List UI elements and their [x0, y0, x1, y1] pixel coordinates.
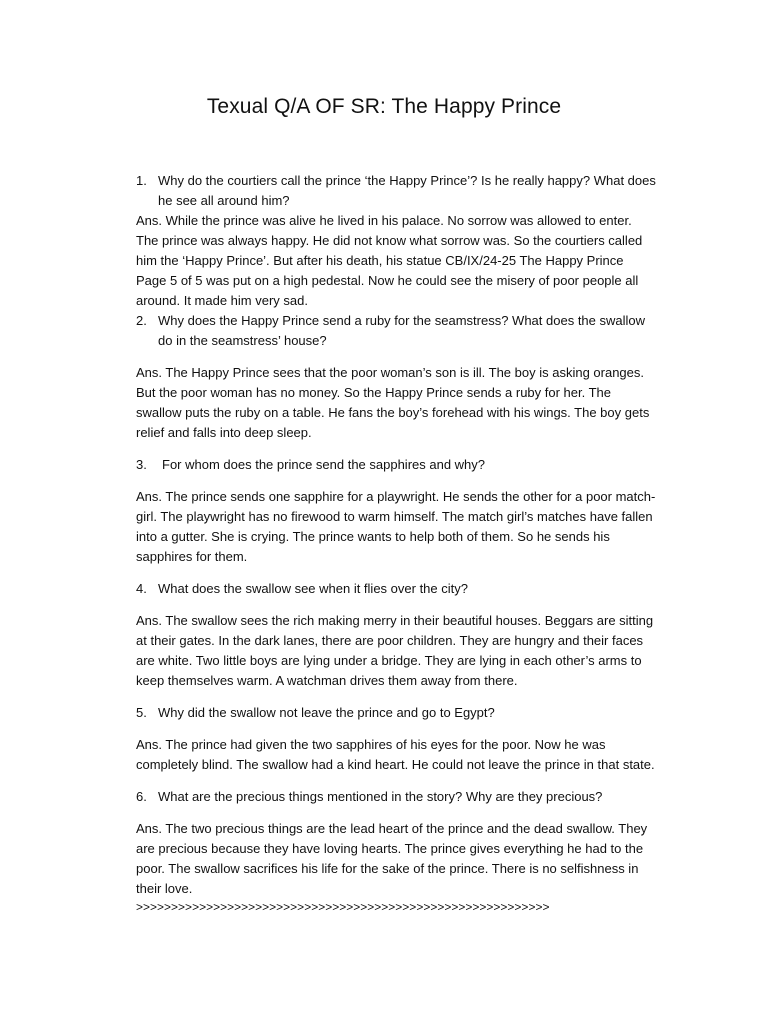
page-title: Texual Q/A OF SR: The Happy Prince: [206, 95, 562, 118]
question-text: Why does the Happy Prince send a ruby for the seamstress? What does the swallow do in the seamstress’ house?: [158, 313, 646, 348]
question-3: [136, 455, 656, 475]
answer-6: Ans. The two precious things are the lead heart of the prince and the dead swallow. They are precious because they have loving hearts. The prince gives everything he had to the poor. The swallow sacrifices his life for the sake of the prince. There is no selfishness in their love.: [136, 821, 648, 896]
qa-content: [136, 171, 656, 915]
question-number: 1.: [136, 173, 147, 188]
question-text: Why did the swallow not leave the prince and go to Egypt?: [158, 705, 495, 720]
question-text: What does the swallow see when it flies over the city?: [158, 581, 468, 596]
question-number: 6.: [136, 789, 147, 804]
question-text: For whom does the prince send the sapphires and why?: [162, 457, 486, 472]
question-number: 5.: [136, 705, 147, 720]
answer-3: Ans. The prince sends one sapphire for a playwright. He sends the other for a poor match-girl. The playwright has no firewood to warm himself. The match girl’s matches have fallen into a gutter. She is crying. The prince wants to help both of them. So he sends his sapphires for them.: [136, 489, 656, 564]
answer-2: Ans. The Happy Prince sees that the poor woman’s son is ill. The boy is asking oranges. But the poor woman has no money. So the Happy Prince sends a ruby for her. The swallow puts the ruby on a table. He fans the boy’s forehead with his wings. The boy gets relief and falls into deep sleep.: [136, 365, 650, 440]
question-text: Why do the courtiers call the prince ‘the Happy Prince’? Is he really happy? What does he see all around him?: [158, 173, 656, 208]
question-2: [136, 311, 656, 351]
question-number: 3.: [136, 457, 147, 472]
question-4: [136, 579, 656, 599]
question-text: What are the precious things mentioned in the story? Why are they precious?: [158, 789, 603, 804]
answer-5: Ans. The prince had given the two sapphires of his eyes for the poor. Now he was completely blind. The swallow had a kind heart. He could not leave the prince in that state.: [136, 737, 655, 772]
question-number: 4.: [136, 581, 147, 596]
question-6: [136, 787, 656, 807]
answer-1: Ans. While the prince was alive he lived in his palace. No sorrow was allowed to enter. The prince was always happy. He did not know what sorrow was. So the courtiers called him the ‘Happy Prince’. But after his death, his statue CB/IX/24-25 The Happy Prince Page 5 of 5 was put on a high pedestal. Now he could see the misery of poor people all around. It made him very sad.: [136, 213, 643, 308]
question-5: [136, 703, 656, 723]
question-number: 2.: [136, 313, 147, 328]
end-marker: >>>>>>>>>>>>>>>>>>>>>>>>>>>>>>>>>>>>>>>>>>>>>>>>>>>>>>>>>>>: [136, 900, 550, 914]
answer-4: Ans. The swallow sees the rich making merry in their beautiful houses. Beggars are sitting at their gates. In the dark lanes, there are poor children. They are hungry and their faces are white. Two little boys are lying under a bridge. They are lying in each other’s arms to keep themselves warm. A watchman drives them away from there.: [136, 613, 654, 688]
question-1: [136, 171, 656, 211]
